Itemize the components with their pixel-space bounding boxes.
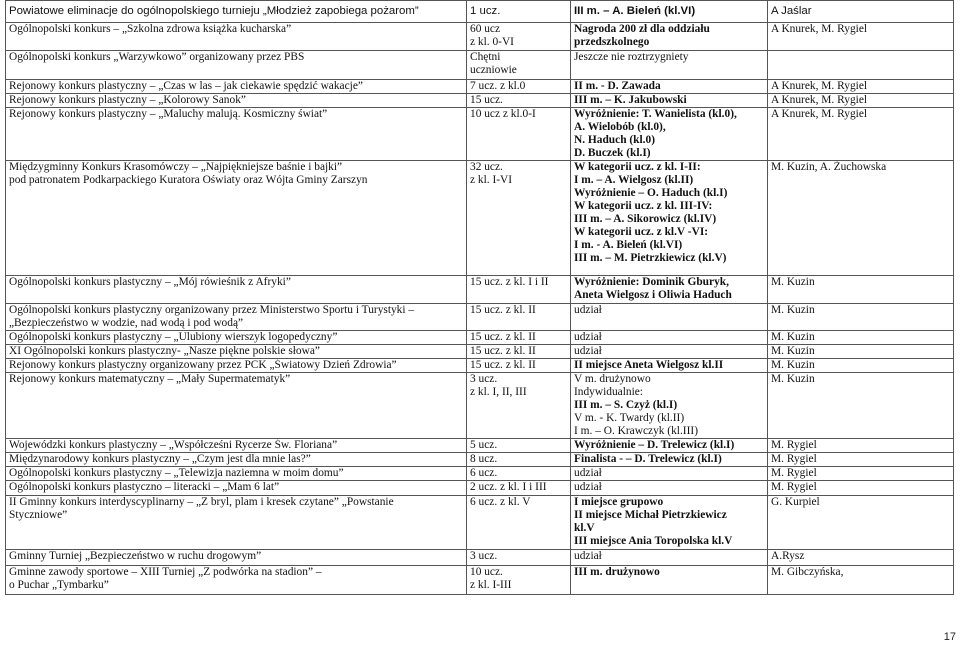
table-row bbox=[6, 496, 954, 550]
participants-cell bbox=[467, 304, 571, 331]
cell-text-line: z kl. 0-VI bbox=[470, 36, 514, 48]
participants-cell bbox=[467, 439, 571, 453]
cell-text-line: Ogólnopolski konkurs plastyczny – „Mój rówieśnik z Afryki” bbox=[9, 276, 291, 288]
competition-name-cell bbox=[6, 23, 467, 51]
participants-cell bbox=[467, 80, 571, 94]
teacher-cell bbox=[768, 51, 954, 80]
cell-text-line: A Knurek, M. Rygiel bbox=[771, 108, 868, 120]
teacher-cell bbox=[768, 550, 954, 566]
competition-name-cell bbox=[6, 276, 467, 304]
cell-text-line: M. Rygiel bbox=[771, 481, 817, 493]
cell-text-line: 8 ucz. bbox=[470, 453, 498, 465]
result-cell bbox=[571, 453, 768, 467]
cell-text-line: z kl. I, II, III bbox=[470, 386, 527, 398]
cell-text-line: 7 ucz. z kl.0 bbox=[470, 80, 526, 92]
table-row bbox=[6, 453, 954, 467]
cell-text-line: W kategorii ucz. z kl. I-II: bbox=[574, 161, 701, 173]
cell-text-line: M. Kuzin, A. Żuchowska bbox=[771, 161, 887, 173]
cell-text-line: 6 ucz. z kl. V bbox=[470, 496, 531, 508]
participants-cell bbox=[467, 276, 571, 304]
table-row bbox=[6, 439, 954, 453]
teacher-cell bbox=[768, 439, 954, 453]
cell-text-line: Rejonowy konkurs plastyczny – „Czas w las – jak ciekawie spędzić wakacje” bbox=[9, 80, 363, 92]
participants-cell bbox=[467, 359, 571, 373]
teacher-cell bbox=[768, 1, 954, 23]
cell-text-line: udział bbox=[574, 550, 602, 562]
cell-text-line: M. Kuzin bbox=[771, 373, 815, 385]
cell-text-line: 10 ucz. bbox=[470, 566, 503, 578]
participants-cell bbox=[467, 345, 571, 359]
teacher-cell bbox=[768, 453, 954, 467]
cell-text-line: udział bbox=[574, 481, 602, 493]
cell-text-line: III m. – A. Bieleń (kl.VI) bbox=[574, 5, 696, 17]
cell-text-line: XI Ogólnopolski konkurs plastyczny- „Nasze piękne polskie słowa” bbox=[9, 345, 320, 357]
result-cell bbox=[571, 550, 768, 566]
cell-text-line: Ogólnopolski konkurs „Warzywkowo” organizowany przez PBS bbox=[9, 51, 305, 63]
cell-text-line: 60 ucz bbox=[470, 23, 501, 35]
competition-name-cell bbox=[6, 496, 467, 550]
cell-text-line: Międzygminny Konkurs Krasomówczy – „Najpiękniejsze baśnie i bajki” bbox=[9, 161, 343, 173]
cell-text-line: V m. drużynowo bbox=[574, 373, 651, 385]
competition-name-cell bbox=[6, 345, 467, 359]
cell-text-line: A Knurek, M. Rygiel bbox=[771, 23, 868, 35]
cell-text-line: III m. drużynowo bbox=[574, 566, 660, 578]
participants-cell bbox=[467, 496, 571, 550]
cell-text-line: M. Kuzin bbox=[771, 345, 815, 357]
teacher-cell bbox=[768, 467, 954, 481]
cell-text-line: 6 ucz. bbox=[470, 467, 498, 479]
cell-text-line: 2 ucz. z kl. I i III bbox=[470, 481, 547, 493]
results-table-body bbox=[6, 1, 954, 595]
competition-name-cell bbox=[6, 373, 467, 439]
cell-text-line: D. Buczek (kl.I) bbox=[574, 147, 651, 159]
cell-text-line: III m. – K. Jakubowski bbox=[574, 94, 687, 106]
cell-text-line: II miejsce Aneta Wielgosz kl.II bbox=[574, 359, 724, 371]
teacher-cell bbox=[768, 345, 954, 359]
cell-text-line: 32 ucz. bbox=[470, 161, 503, 173]
cell-text-line: II miejsce Michał Pietrzkiewicz bbox=[574, 509, 727, 521]
table-row bbox=[6, 108, 954, 161]
cell-text-line: Ogólnopolski konkurs plastyczny organizowany przez Ministerstwo Sportu i Turystyki – bbox=[9, 304, 415, 316]
cell-text-line: Wyróżnienie – O. Haduch (kl.I) bbox=[574, 187, 728, 199]
cell-text-line: udział bbox=[574, 331, 602, 343]
result-cell bbox=[571, 496, 768, 550]
teacher-cell bbox=[768, 566, 954, 595]
cell-text-line: kl.V bbox=[574, 522, 595, 534]
result-cell bbox=[571, 94, 768, 108]
cell-text-line: N. Haduch (kl.0) bbox=[574, 134, 656, 146]
table-row bbox=[6, 51, 954, 80]
competition-name-cell bbox=[6, 108, 467, 161]
result-cell bbox=[571, 345, 768, 359]
cell-text-line: II m. - D. Zawada bbox=[574, 80, 661, 92]
table-row bbox=[6, 481, 954, 496]
cell-text-line: G. Kurpiel bbox=[771, 496, 820, 508]
participants-cell bbox=[467, 1, 571, 23]
cell-text-line: Międzynarodowy konkurs plastyczny – „Czym jest dla mnie las?” bbox=[9, 453, 311, 465]
cell-text-line: M. Kuzin bbox=[771, 304, 815, 316]
teacher-cell bbox=[768, 276, 954, 304]
cell-text-line: Gminny Turniej „Bezpieczeństwo w ruchu drogowym” bbox=[9, 550, 262, 562]
result-cell bbox=[571, 108, 768, 161]
teacher-cell bbox=[768, 304, 954, 331]
cell-text-line: M. Kuzin bbox=[771, 331, 815, 343]
result-cell bbox=[571, 23, 768, 51]
participants-cell bbox=[467, 94, 571, 108]
cell-text-line: uczniowie bbox=[470, 64, 517, 76]
competition-name-cell bbox=[6, 304, 467, 331]
cell-text-line: W kategorii ucz. z kl.V -VI: bbox=[574, 226, 709, 238]
cell-text-line: I m. - A. Bieleń (kl.VI) bbox=[574, 239, 683, 251]
cell-text-line: Indywidualnie: bbox=[574, 386, 643, 398]
cell-text-line: M. Rygiel bbox=[771, 439, 817, 451]
cell-text-line: Ogólnopolski konkurs plastyczny – „Telewizja naziemna w moim domu” bbox=[9, 467, 344, 479]
cell-text-line: Ogólnopolski konkurs – „Szkolna zdrowa książka kucharska” bbox=[9, 23, 292, 35]
table-row bbox=[6, 23, 954, 51]
table-row bbox=[6, 345, 954, 359]
cell-text-line: o Puchar „Tymbarku” bbox=[9, 579, 109, 591]
competition-name-cell bbox=[6, 550, 467, 566]
table-row bbox=[6, 373, 954, 439]
cell-text-line: II Gminny konkurs interdyscyplinarny – „Z bryl, plam i kresek czytane” „Powstanie bbox=[9, 496, 394, 508]
result-cell bbox=[571, 373, 768, 439]
cell-text-line: 1 ucz. bbox=[470, 5, 501, 17]
participants-cell bbox=[467, 481, 571, 496]
cell-text-line: A Knurek, M. Rygiel bbox=[771, 94, 868, 106]
competition-name-cell bbox=[6, 566, 467, 595]
cell-text-line: Rejonowy konkurs plastyczny organizowany przez PCK „Światowy Dzień Zdrowia” bbox=[9, 359, 397, 371]
result-cell bbox=[571, 1, 768, 23]
participants-cell bbox=[467, 373, 571, 439]
cell-text-line: I m. – O. Krawczyk (kl.III) bbox=[574, 425, 698, 437]
cell-text-line: A. Wielobób (kl.0), bbox=[574, 121, 666, 133]
result-cell bbox=[571, 276, 768, 304]
result-cell bbox=[571, 161, 768, 276]
cell-text-line: 15 ucz. z kl. II bbox=[470, 359, 536, 371]
competition-name-cell bbox=[6, 80, 467, 94]
participants-cell bbox=[467, 23, 571, 51]
cell-text-line: „Bezpieczeństwo w wodzie, nad wodą i pod wodą” bbox=[9, 317, 244, 329]
result-cell bbox=[571, 481, 768, 496]
competition-name-cell bbox=[6, 51, 467, 80]
cell-text-line: Chętni bbox=[470, 51, 501, 63]
cell-text-line: III m. – S. Czyż (kl.I) bbox=[574, 399, 678, 411]
competition-name-cell bbox=[6, 161, 467, 276]
cell-text-line: Ogólnopolski konkurs plastyczny – „Ulubiony wierszyk logopedyczny” bbox=[9, 331, 338, 343]
cell-text-line: M. Gibczyńska, bbox=[771, 566, 844, 578]
result-cell bbox=[571, 80, 768, 94]
cell-text-line: 3 ucz. bbox=[470, 550, 498, 562]
teacher-cell bbox=[768, 481, 954, 496]
teacher-cell bbox=[768, 373, 954, 439]
competition-name-cell bbox=[6, 1, 467, 23]
participants-cell bbox=[467, 51, 571, 80]
cell-text-line: udział bbox=[574, 345, 602, 357]
cell-text-line: przedszkolnego bbox=[574, 36, 650, 48]
cell-text-line: M. Kuzin bbox=[771, 359, 815, 371]
participants-cell bbox=[467, 566, 571, 595]
cell-text-line: M. Rygiel bbox=[771, 453, 817, 465]
page-number: 17 bbox=[943, 631, 956, 643]
competition-name-cell bbox=[6, 331, 467, 345]
cell-text-line: pod patronatem Podkarpackiego Kuratora Oświaty oraz Wójta Gminy Zarszyn bbox=[9, 174, 368, 186]
cell-text-line: 3 ucz. bbox=[470, 373, 498, 385]
table-row bbox=[6, 331, 954, 345]
cell-text-line: I miejsce grupowo bbox=[574, 496, 664, 508]
competition-name-cell bbox=[6, 467, 467, 481]
cell-text-line: Rejonowy konkurs plastyczny – „Kolorowy Sanok” bbox=[9, 94, 246, 106]
result-cell bbox=[571, 304, 768, 331]
cell-text-line: 15 ucz. z kl. I i II bbox=[470, 276, 549, 288]
cell-text-line: A Jaślar bbox=[771, 5, 812, 17]
cell-text-line: III m. – A. Sikorowicz (kl.IV) bbox=[574, 213, 717, 225]
teacher-cell bbox=[768, 23, 954, 51]
cell-text-line: Finalista - – D. Trelewicz (kl.I) bbox=[574, 453, 722, 465]
result-cell bbox=[571, 51, 768, 80]
cell-text-line: A Knurek, M. Rygiel bbox=[771, 80, 868, 92]
competition-name-cell bbox=[6, 359, 467, 373]
cell-text-line: I m. – A. Wielgosz (kl.II) bbox=[574, 174, 694, 186]
cell-text-line: 10 ucz z kl.0-I bbox=[470, 108, 536, 120]
cell-text-line: Rejonowy konkurs plastyczny – „Maluchy malują. Kosmiczny świat” bbox=[9, 108, 328, 120]
cell-text-line: 15 ucz. z kl. II bbox=[470, 304, 536, 316]
table-row bbox=[6, 467, 954, 481]
cell-text-line: M. Kuzin bbox=[771, 276, 815, 288]
cell-text-line: Powiatowe eliminacje do ogólnopolskiego turnieju „Młodzież zapobiega pożarom” bbox=[9, 5, 419, 17]
competition-name-cell bbox=[6, 94, 467, 108]
result-cell bbox=[571, 331, 768, 345]
table-row bbox=[6, 1, 954, 23]
competition-name-cell bbox=[6, 439, 467, 453]
cell-text-line: Gminne zawody sportowe – XIII Turniej „Z podwórka na stadion” – bbox=[9, 566, 322, 578]
cell-text-line: udział bbox=[574, 467, 602, 479]
table-row bbox=[6, 550, 954, 566]
competition-name-cell bbox=[6, 481, 467, 496]
competition-name-cell bbox=[6, 453, 467, 467]
cell-text-line: 5 ucz. bbox=[470, 439, 498, 451]
participants-cell bbox=[467, 161, 571, 276]
participants-cell bbox=[467, 467, 571, 481]
result-cell bbox=[571, 359, 768, 373]
result-cell bbox=[571, 467, 768, 481]
cell-text-line: Ogólnopolski konkurs plastyczno – literacki – „Mam 6 lat” bbox=[9, 481, 280, 493]
cell-text-line: M. Rygiel bbox=[771, 467, 817, 479]
table-row bbox=[6, 359, 954, 373]
cell-text-line: z kl. I-III bbox=[470, 579, 512, 591]
table-row bbox=[6, 94, 954, 108]
table-row bbox=[6, 566, 954, 595]
cell-text-line: Styczniowe” bbox=[9, 509, 68, 521]
cell-text-line: Wojewódzki konkurs plastyczny – „Współcześni Rycerze Św. Floriana” bbox=[9, 439, 338, 451]
cell-text-line: 15 ucz. bbox=[470, 94, 503, 106]
teacher-cell bbox=[768, 496, 954, 550]
participants-cell bbox=[467, 331, 571, 345]
results-table bbox=[5, 0, 954, 595]
cell-text-line: III miejsce Ania Toropolska kl.V bbox=[574, 535, 733, 547]
cell-text-line: Aneta Wielgosz i Oliwia Haduch bbox=[574, 289, 732, 301]
cell-text-line: Wyróżnienie: Dominik Gburyk, bbox=[574, 276, 729, 288]
result-cell bbox=[571, 439, 768, 453]
cell-text-line: III m. – M. Pietrzkiewicz (kl.V) bbox=[574, 252, 727, 264]
cell-text-line: Rejonowy konkurs matematyczny – „Mały Supermatematyk” bbox=[9, 373, 291, 385]
table-row bbox=[6, 161, 954, 276]
cell-text-line: 15 ucz. z kl. II bbox=[470, 345, 536, 357]
teacher-cell bbox=[768, 359, 954, 373]
cell-text-line: W kategorii ucz. z kl. III-IV: bbox=[574, 200, 713, 212]
teacher-cell bbox=[768, 80, 954, 94]
cell-text-line: Nagroda 200 zł dla oddziału bbox=[574, 23, 710, 35]
cell-text-line: Wyróżnienie – D. Trelewicz (kl.I) bbox=[574, 439, 735, 451]
table-row bbox=[6, 276, 954, 304]
cell-text-line: udział bbox=[574, 304, 602, 316]
cell-text-line: Wyróżnienie: T. Wanielista (kl.0), bbox=[574, 108, 737, 120]
cell-text-line: A.Rysz bbox=[771, 550, 805, 562]
table-row bbox=[6, 304, 954, 331]
cell-text-line: Jeszcze nie roztrzygniety bbox=[574, 51, 689, 63]
result-cell bbox=[571, 566, 768, 595]
participants-cell bbox=[467, 550, 571, 566]
participants-cell bbox=[467, 108, 571, 161]
teacher-cell bbox=[768, 331, 954, 345]
cell-text-line: V m. - K. Twardy (kl.II) bbox=[574, 412, 685, 424]
participants-cell bbox=[467, 453, 571, 467]
cell-text-line: z kl. I-VI bbox=[470, 174, 513, 186]
cell-text-line: 15 ucz. z kl. II bbox=[470, 331, 536, 343]
teacher-cell bbox=[768, 161, 954, 276]
teacher-cell bbox=[768, 94, 954, 108]
teacher-cell bbox=[768, 108, 954, 161]
table-row bbox=[6, 80, 954, 94]
